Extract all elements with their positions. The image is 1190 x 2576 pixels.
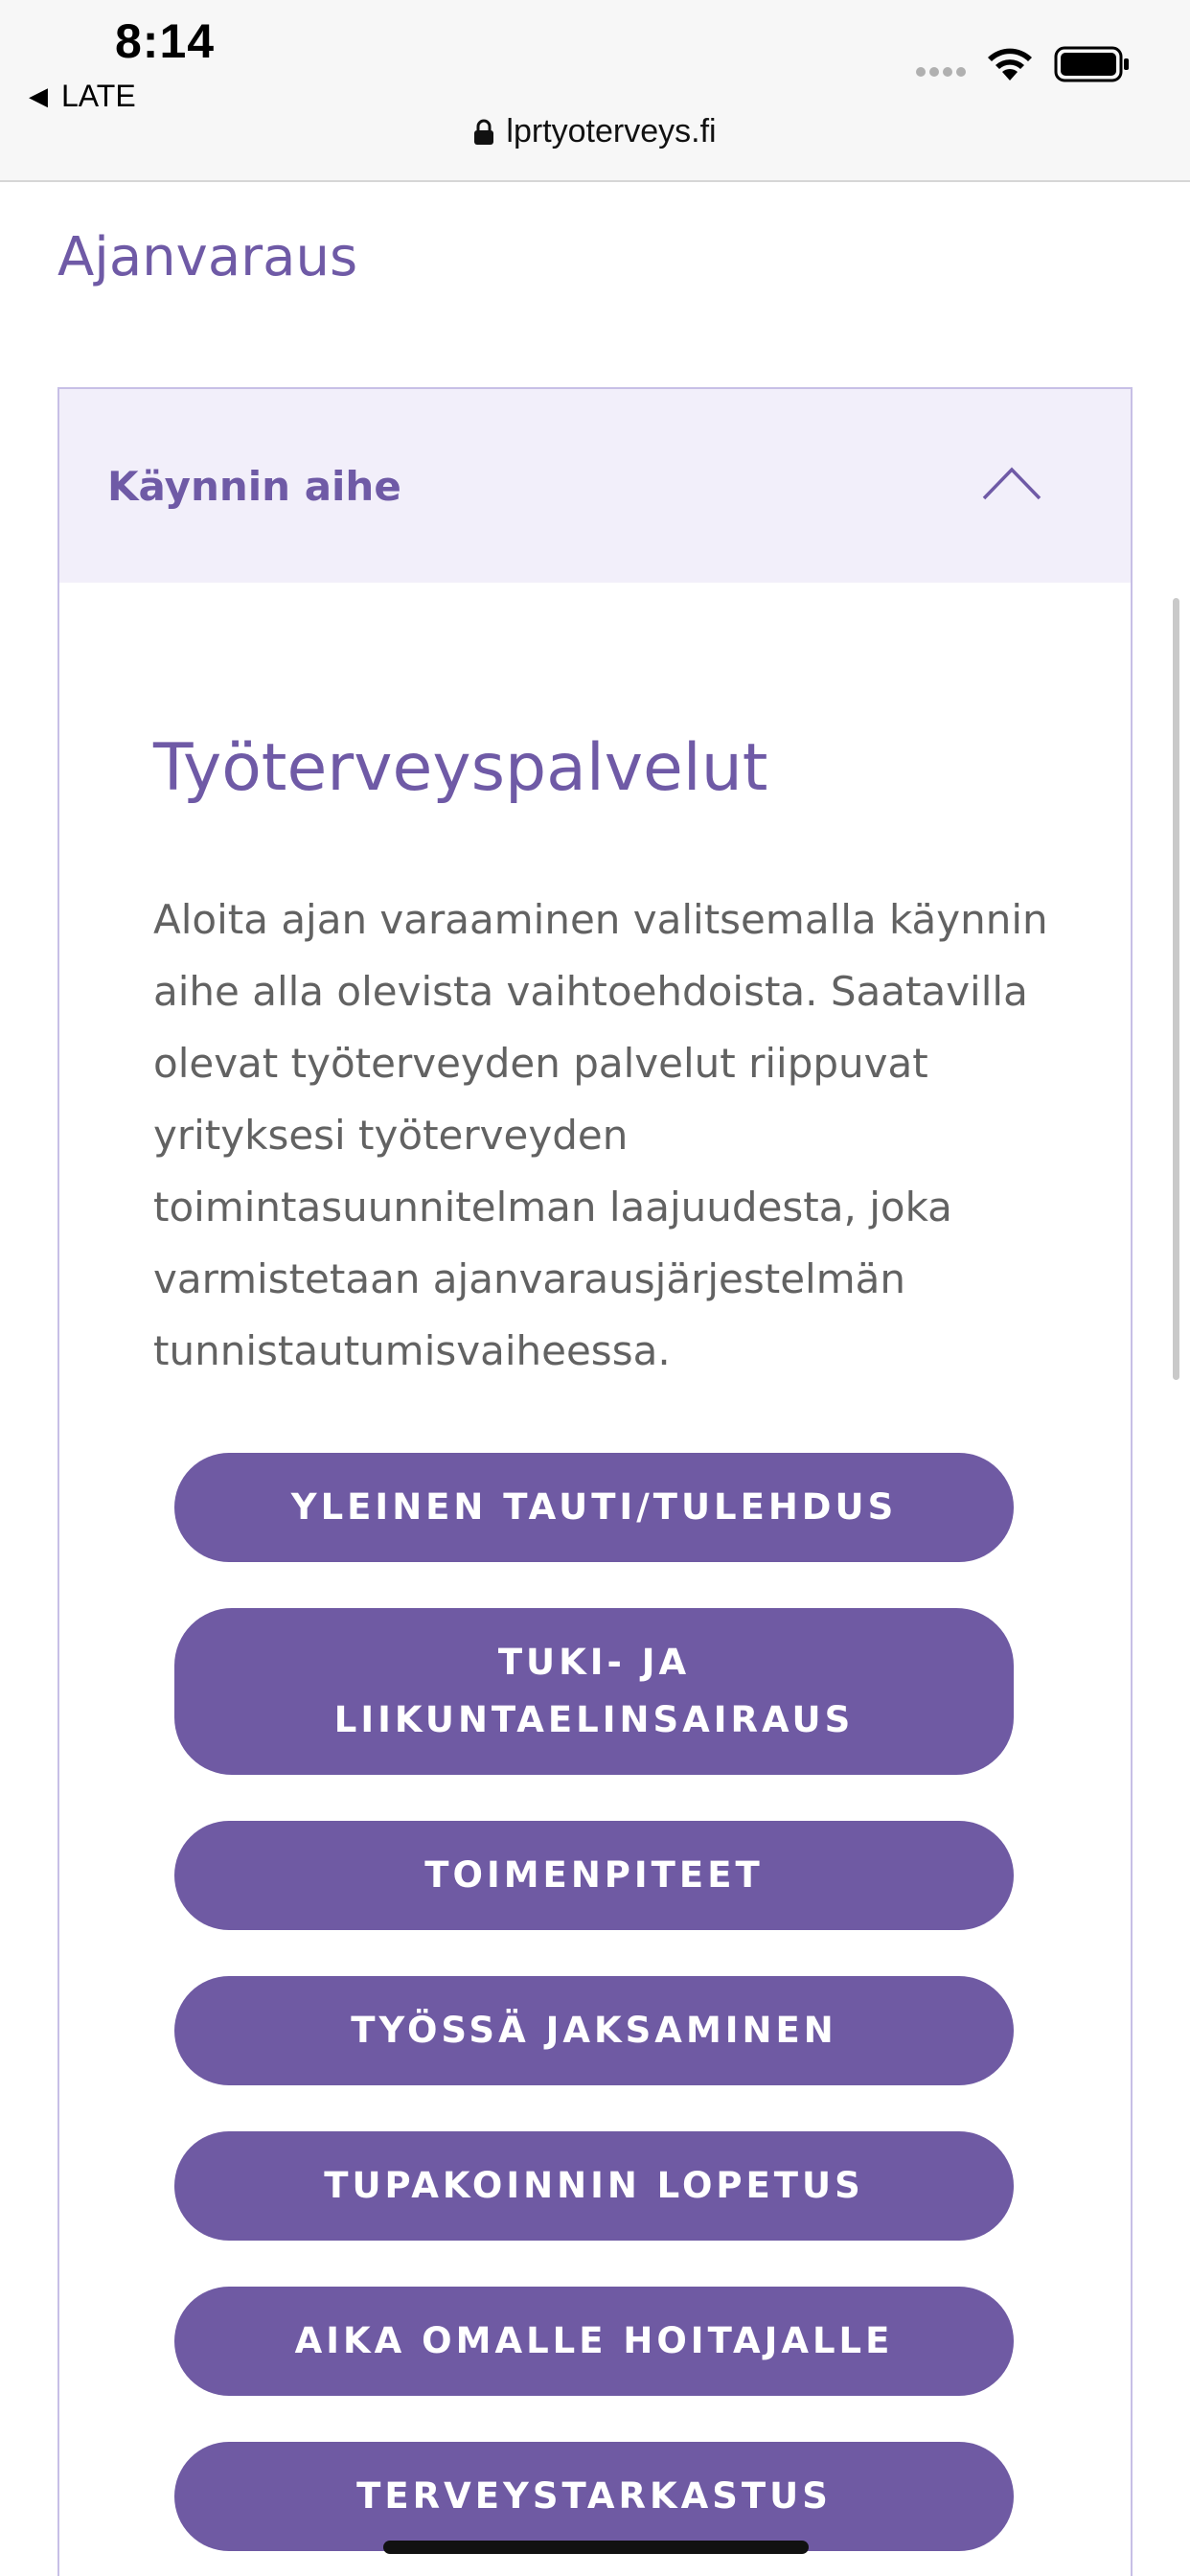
- back-triangle-icon: ◀: [29, 81, 48, 110]
- cellular-signal-icon: [916, 67, 966, 77]
- topic-button-general-illness[interactable]: YLEINEN TAUTI/TULEHDUS: [174, 1453, 1014, 1562]
- back-app-label: LATE: [61, 79, 136, 113]
- status-time: 8:14: [115, 14, 216, 68]
- home-indicator[interactable]: [383, 2541, 809, 2554]
- scrollbar[interactable]: [1173, 598, 1179, 1380]
- topic-button-work-wellbeing[interactable]: TYÖSSÄ JAKSAMINEN: [174, 1976, 1014, 2085]
- topic-button-health-check[interactable]: TERVEYSTARKASTUS: [174, 2442, 1014, 2551]
- chevron-up-icon[interactable]: [981, 464, 1042, 502]
- url-text: lprtyoterveys.fi: [506, 113, 717, 150]
- topic-button-quit-smoking[interactable]: TUPAKOINNIN LOPETUS: [174, 2131, 1014, 2241]
- battery-icon: [1054, 46, 1131, 82]
- topic-button-musculoskeletal[interactable]: TUKI- JA LIIKUNTAELINSAIRAUS: [174, 1608, 1014, 1775]
- topic-button-procedures[interactable]: TOIMENPITEET: [174, 1821, 1014, 1930]
- topic-button-own-nurse[interactable]: AIKA OMALLE HOITAJALLE: [174, 2287, 1014, 2396]
- topic-button-list: [174, 1453, 1014, 2576]
- accordion-header[interactable]: [59, 389, 1131, 583]
- section-description: Aloita ajan varaaminen valitsemalla käynnin aihe alla olevista vaihtoehdoista. Saatavilla olevat työterveyden palvelut riippuvat yrityksesi työterveyden toimintasuunnitelman laajuudesta, joka varmistetaan ajanvarausjärjestelmän tunnistautumisvaiheessa.: [153, 896, 1048, 1374]
- visit-topic-accordion: [57, 387, 1133, 2576]
- section-title: Työterveyspalvelut: [153, 730, 768, 806]
- browser-top-bar: [0, 0, 1190, 182]
- wifi-icon: [985, 44, 1035, 82]
- back-to-app-button[interactable]: [29, 79, 136, 114]
- address-bar[interactable]: [0, 113, 1190, 150]
- lock-icon: [473, 119, 494, 146]
- accordion-title: Käynnin aihe: [107, 462, 401, 510]
- page-title: Ajanvaraus: [57, 226, 358, 288]
